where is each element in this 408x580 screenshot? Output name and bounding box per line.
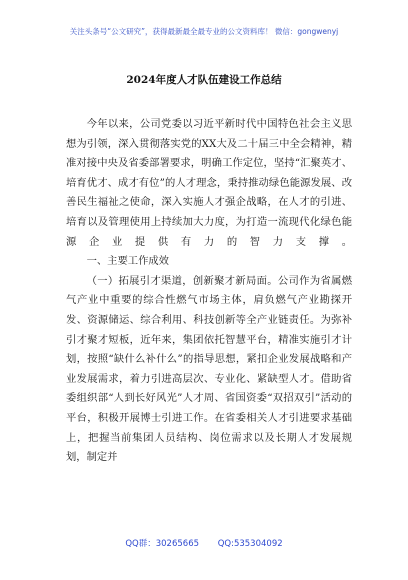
document-title: 2024年度人才队伍建设工作总结 xyxy=(126,74,282,86)
footer-qq-group: QQ群：30265665 xyxy=(125,539,200,549)
intro-paragraph: 今年以来，公司党委以习近平新时代中国特色社会主义思想为引领，深入贯彻落实党的XX大及二十届三中全会精神，精准对接中央及省委部署要求，明确工作定位，坚持“汇聚英才、培育优才、成才有位”的人才理念，秉持推动绿色能源发展、改善民生福祉之使命，深入实施人才强企战略，在人才的引进、培育以及管理使用上持续加大力度，为打造一流现代化绿色能源企业提供有力的智力支撑。 xyxy=(66,118,352,248)
footer-qq-contact: QQ:535304092 xyxy=(217,539,283,549)
section-heading: 一、主要工作成效 xyxy=(86,255,169,268)
body-paragraph: （一）拓展引才渠道，创新聚才新局面。公司作为省属燃气产业中重要的综合性燃气市场主体，肩负燃气产业勘探开发、资源储运、综合利用、科技创新等全产业链责任。为弥补引才聚才短板，近年来，集团依托智慧平台，精准实施引才计划，按照“缺什么补什么”的指导思想，紧扣企业发展战略和产业发展需求，着力引进高层次、专业化、紧缺型人才。借助省委组织部“人到长好风光”人才周、省国资委“双招双引”活动的平台，积极开展博士引进工作。在省委相关人才引进要求基础上，把握当前集团人员结构、岗位需求以及长期人才发展规划，制定并 xyxy=(66,274,352,464)
document-body xyxy=(66,115,352,468)
header-promo-note: 关注头条号“公文研究”，获得最新最全最专业的公文资料库！ 微信：gongwenyj xyxy=(69,27,339,36)
footer-contacts xyxy=(0,537,408,549)
